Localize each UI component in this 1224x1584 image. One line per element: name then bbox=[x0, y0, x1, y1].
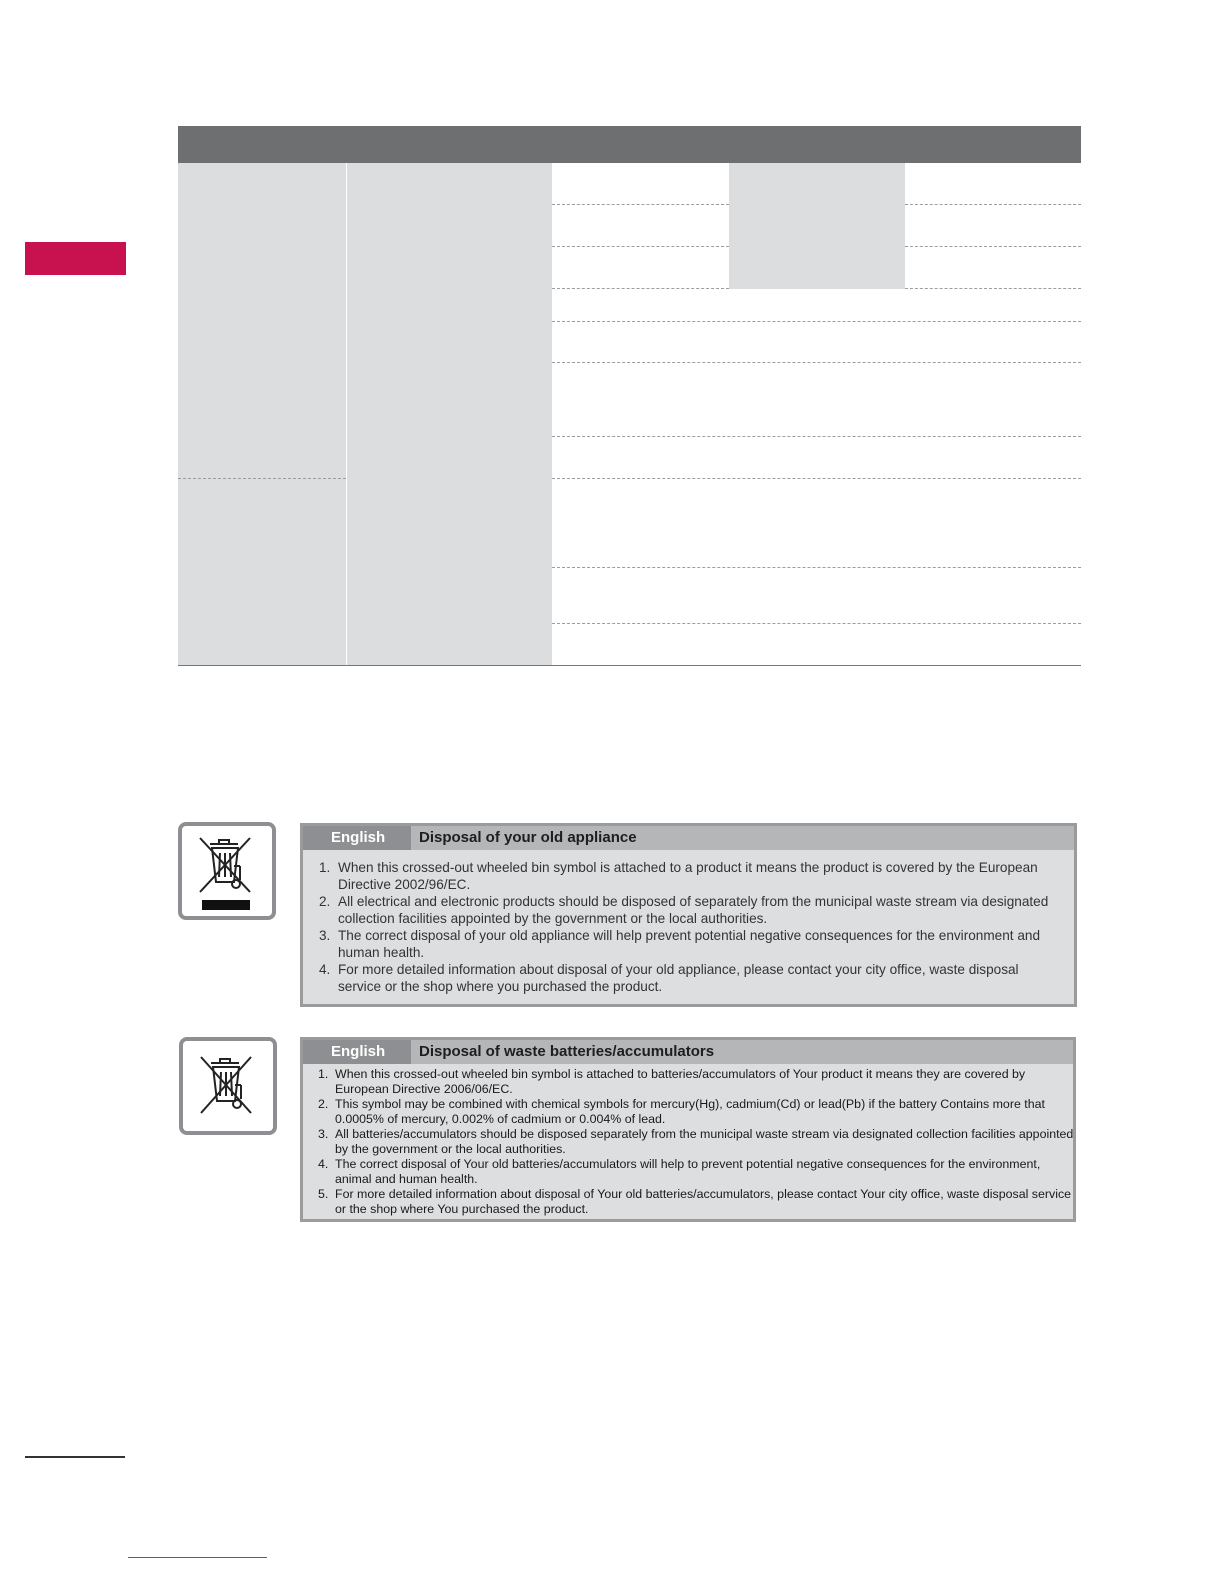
item-number: 3. bbox=[318, 1127, 329, 1141]
notice-language: English bbox=[303, 826, 411, 850]
table-value-cell bbox=[552, 289, 1081, 322]
table-value-cell bbox=[905, 205, 1081, 247]
notice-title: Disposal of your old appliance bbox=[419, 829, 637, 846]
item-text: All electrical and electronic products should be disposed of separately from the municipal waste stream via designated collection facilities appointed by the government or the local authorities. bbox=[338, 894, 1049, 926]
table-group-cell bbox=[178, 568, 346, 665]
table-value-cell bbox=[905, 163, 1081, 205]
table-label-cell bbox=[346, 247, 552, 289]
list-item bbox=[319, 859, 1064, 893]
list-item bbox=[318, 1097, 1075, 1127]
table-bottom-rule bbox=[178, 665, 1081, 666]
item-number: 4. bbox=[319, 962, 331, 977]
item-number: 1. bbox=[319, 860, 331, 875]
table-value-cell bbox=[905, 247, 1081, 289]
table-value-cell bbox=[552, 322, 1081, 363]
item-text: When this crossed-out wheeled bin symbol is attached to batteries/accumulators of Your product it means they are covered by European Directive 2006/06/EC. bbox=[335, 1067, 1026, 1096]
item-number: 3. bbox=[319, 928, 331, 943]
crossed-out-wheeled-bin-icon bbox=[183, 1041, 273, 1131]
disposal-notice-appliance bbox=[300, 823, 1077, 1007]
notice-header bbox=[303, 826, 1074, 850]
item-number: 2. bbox=[319, 894, 331, 909]
notice-list bbox=[319, 859, 1064, 995]
list-item bbox=[319, 927, 1064, 961]
list-item bbox=[319, 893, 1064, 927]
crossed-out-wheeled-bin-icon bbox=[182, 826, 272, 916]
table-label-cell bbox=[346, 363, 552, 437]
disposal-notice-batteries bbox=[300, 1037, 1076, 1222]
table-group-cell bbox=[178, 479, 346, 568]
table-group-cell bbox=[178, 163, 346, 437]
table-value-cell bbox=[552, 163, 729, 205]
item-text: All batteries/accumulators should be disposed separately from the municipal waste stream via designated collection facilities appointed by the government or the local authorities. bbox=[335, 1127, 1074, 1156]
table-label-cell bbox=[346, 568, 552, 624]
weee-symbol-box bbox=[179, 1037, 277, 1135]
item-number: 4. bbox=[318, 1157, 329, 1171]
table-header-bar bbox=[178, 126, 1081, 163]
item-number: 1. bbox=[318, 1067, 329, 1081]
list-item bbox=[318, 1187, 1075, 1217]
item-text: The correct disposal of your old appliance will help prevent potential negative consequences for the environment and human health. bbox=[338, 928, 1041, 960]
table-label-cell bbox=[729, 205, 905, 247]
notice-header bbox=[303, 1040, 1073, 1064]
item-number: 2. bbox=[318, 1097, 329, 1111]
table-label-cell bbox=[346, 479, 552, 568]
item-text: For more detailed information about disposal of your old appliance, please contact your city office, waste disposal service or the shop where you purchased the product. bbox=[338, 962, 1019, 994]
footer-link-underline bbox=[128, 1557, 267, 1558]
specification-table bbox=[178, 126, 1081, 666]
table-label-cell bbox=[346, 624, 552, 665]
table-value-cell bbox=[552, 363, 1081, 437]
page-footer-rule bbox=[25, 1456, 125, 1458]
table-label-cell bbox=[346, 163, 552, 205]
list-item bbox=[318, 1157, 1075, 1187]
notice-title: Disposal of waste batteries/accumulators bbox=[419, 1043, 715, 1060]
item-text: For more detailed information about disposal of Your old batteries/accumulators, please contact Your city office, waste disposal service or the shop where You purchased the product. bbox=[335, 1187, 1072, 1216]
table-value-cell bbox=[552, 624, 1081, 665]
table-label-cell bbox=[346, 205, 552, 247]
table-value-cell bbox=[552, 437, 1081, 479]
list-item bbox=[319, 961, 1064, 995]
item-number: 5. bbox=[318, 1187, 329, 1201]
item-text: The correct disposal of Your old batteries/accumulators will help to prevent potential negative consequences for the environment, animal and human health. bbox=[335, 1157, 1041, 1186]
table-label-cell bbox=[729, 163, 905, 205]
table-label-cell bbox=[346, 437, 552, 479]
list-item bbox=[318, 1127, 1075, 1157]
table-value-cell bbox=[552, 479, 1081, 568]
table-group-cell bbox=[178, 437, 346, 479]
item-text: This symbol may be combined with chemical symbols for mercury(Hg), cadmium(Cd) or lead(Pb) if the battery Contains more that 0.0005% of mercury, 0.002% of cadmium or 0.004% of lead. bbox=[335, 1097, 1045, 1126]
notice-language: English bbox=[303, 1040, 411, 1064]
notice-list bbox=[318, 1067, 1075, 1217]
weee-symbol-box bbox=[178, 822, 276, 920]
table-label-cell bbox=[346, 289, 552, 363]
table-label-cell bbox=[729, 247, 905, 289]
list-item bbox=[318, 1067, 1075, 1097]
table-value-cell bbox=[552, 247, 729, 289]
table-value-cell bbox=[552, 568, 1081, 624]
chapter-tab-marker bbox=[25, 242, 126, 275]
table-value-cell bbox=[552, 205, 729, 247]
item-text: When this crossed-out wheeled bin symbol is attached to a product it means the product is covered by the European Directive 2002/96/EC. bbox=[338, 860, 1038, 892]
